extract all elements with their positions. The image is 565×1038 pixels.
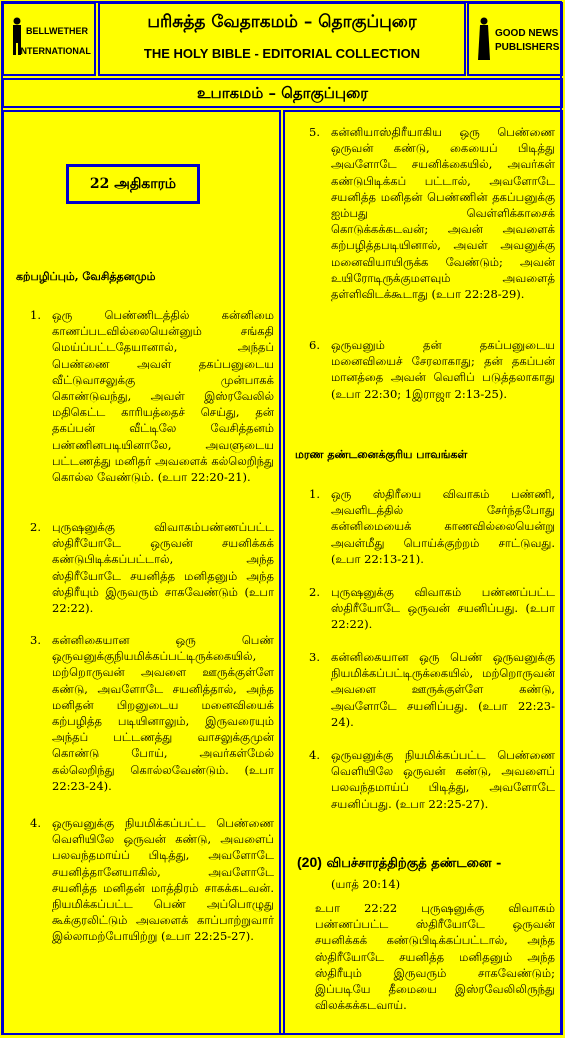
item-number: 1.	[30, 308, 41, 322]
logo-text-line-2: INTERNATIONAL	[18, 46, 91, 56]
header-left-logo-box	[2, 2, 96, 76]
item-text: ஒரு பெண்ணிடத்தில் கன்னிமை காணப்படவில்லையென்னும் சங்கதி மெய்ப்பட்டதேயானால், அந்தப் பெண்ணை அவள் தகப்பனுடைய வீட்டுவாசலுக்கு முன்பாகக் கொண்டுவந்து, அவள் இஸ்ரவேலில் மதிகெட்ட காரியத்தைச் செய்து, தன் தகப்பன் வீட்டிலே வேசித்தனம் பண்ணினபடியினாலே, அவளுடைய பட்டணத்து மனிதர் அவளைக் கல்லெறிந்து கொல்ல வேண்டும். (உபா 22:20-21).	[52, 308, 274, 485]
item-number: 5.	[309, 125, 320, 139]
list-item	[309, 584, 555, 633]
item-number: 2.	[309, 585, 320, 599]
subheader: உபாகமம் – தொகுப்புரை	[2, 78, 563, 108]
logo-text-line-1: GOOD NEWS	[495, 28, 559, 39]
list-item	[309, 337, 555, 402]
section-ref: (யாத் 20:14)	[331, 877, 401, 891]
header-title-box	[98, 2, 466, 76]
section-20-heading	[297, 854, 501, 872]
logo-text-line-1: BELLWETHER	[26, 26, 88, 36]
list-item	[309, 747, 555, 812]
right-column	[283, 110, 563, 1035]
list-item	[30, 519, 274, 616]
item-text: கன்னியாஸ்திரீயாகிய ஒரு பெண்ணை ஒருவன் கண்டு, கையைப் பிடித்து அவளோடே சயனிக்கையில், அவர்கள் கண்டுபிடிக்கப் பட்டால், அவளோடே சயனித்த மனிதன் பெண்ணின் தகப்பனுக்கு ஐம்பது வெள்ளிக்காசைக் கொடுக்கக்கடவன்; அவன் அவளைக் கற்பழித்தபடியினால், அவள் அவனுக்கு மனைவியாயிருக்க வேண்டும்; அவன் உயிரோடிருக்குமளவும் அவளைத் தள்ளிவிடக்கூடாது (உபா 22:28-29).	[331, 125, 555, 302]
item-text: ஒருவனுக்கு நியமிக்கப்பட்ட பெண்ணை வெளியிலே ஒருவன் கண்டு, அவளைப் பலவந்தமாய்ப் பிடித்து, அவளோடே சயனித்தானேயாகில், அவளோடே சயனித்த மனிதன் மாத்திரம் சாகக்கடவன். நியமிக்கப்பட்ட பெண் அப்பொழுது கூக்குரலிட்டும் அவளைக் காப்பாற்றுவார் இல்லாமற்போயிற்று (உபா 22:25-27).	[52, 816, 274, 944]
item-text: ஒருவனும் தன் தகப்பனுடைய மனைவியைச் சேரலாகாது; தன் தகப்பன் மானத்தை அவன் வெளிப் படுத்தலாகாது (உபா 22:30; 1இராஜா 2:13-25).	[331, 338, 555, 401]
logo-text-line-2: PUBLISHERS	[495, 42, 560, 53]
section-number: (20)	[297, 854, 322, 870]
item-text: கன்னிகையான ஒரு பெண் ஒருவனுக்குநியமிக்கப்பட்டிருக்கையில், மற்றொருவன் அவளை ஊருக்குள்ளே கண்டு, அவளோடே சயனித்தால், அந்த மனிதன் பிறனுடைய மனைவியைக் கற்பழித்த படியினாலும், இருவரையும் அந்தப் பட்டணத்து வாசலுக்குமுன் கொண்டு போய், அவர்கள்மேல் கல்லெறிந்து கொல்லவேண்டும். (உபா 22:23-24).	[52, 633, 274, 793]
section-body: உபா 22:22 புருஷனுக்கு விவாகம் பண்ணப்பட்ட ஸ்திரீயோடே ஒருவன் சயனிக்கக் கண்டுபிடிக்கப்பட்டால், அந்த ஸ்திரீயோடே சயனித்த மனிதனும் அந்த ஸ்திரீயும் இருவரும் சாகவேண்டும்; இப்படியே தீமையை இஸ்ரவேலிலிருந்து விலக்கக்கடவாய்.	[315, 901, 555, 1013]
item-number: 6.	[309, 338, 320, 352]
item-number: 3.	[30, 633, 41, 647]
item-number: 3.	[309, 650, 320, 664]
item-text: ஒரு ஸ்திரீயை விவாகம் பண்ணி, அவளிடத்தில் சேர்ந்தபோது கன்னிமையைக் காணவில்லையென்று அவள்மீது பொய்க்குற்றம் சாட்டுவது. (உபா 22:13-21).	[331, 487, 555, 566]
item-text: புருஷனுக்கு விவாகம் பண்ணப்பட்ட ஸ்திரீயோடே ஒருவன் சயனிப்பது. (உபா 22:22).	[331, 585, 555, 632]
item-number: 2.	[30, 520, 41, 534]
item-text: புருஷனுக்கு விவாகம்பண்ணப்பட்ட ஸ்திரீயோடே ஒருவன் சயனிக்கக் கண்டுபிடிக்கப்பட்டால், அந்த ஸ்திரீயோடே சயனித்த மனிதனும் அந்த ஸ்திரீயும் இருவரும் சாகவேண்டும் (உபா 22:22).	[52, 520, 274, 616]
item-number: 1.	[309, 487, 320, 501]
list-item	[30, 632, 274, 794]
header-right-logo-box	[467, 2, 563, 76]
left-column	[2, 110, 281, 1035]
title-english: THE HOLY BIBLE - EDITORIAL COLLECTION	[143, 46, 421, 61]
list-item	[309, 124, 555, 302]
list-item	[30, 307, 274, 485]
list-item	[309, 486, 555, 567]
section-title: விபச்சாரத்திற்குத் தண்டனை -	[326, 856, 502, 871]
list-item	[30, 815, 274, 945]
item-number: 4.	[309, 748, 320, 762]
title-tamil: பரிசுத்த வேதாகமம் – தொகுப்புரை	[147, 12, 417, 32]
item-number: 4.	[30, 816, 41, 830]
item-text: ஒருவனுக்கு நியமிக்கப்பட்ட பெண்ணை வெளியிலே ஒருவன் கண்டு, அவளைப் பலவந்தமாய்ப் பிடித்து, அவளோடே சயனிப்பது. (உபா 22:25-27).	[331, 748, 555, 811]
section-heading: கற்பழிப்பும், வேசித்தனமும்	[16, 270, 156, 283]
section-heading: மரண தண்டனைக்குரிய பாவங்கள்	[295, 448, 468, 461]
item-text: கன்னிகையான ஒரு பெண் ஒருவனுக்கு நியமிக்கப்பட்டிருக்கையில், மற்றொருவன் அவளை ஊருக்குள்ளே கண்டு, அவளோடே சயனிப்பது. (உபா 22:23-24).	[331, 650, 555, 729]
list-item	[309, 649, 555, 730]
chapter-box: 22 அதிகாரம்	[66, 164, 200, 204]
robed-figure-icon	[477, 16, 491, 62]
